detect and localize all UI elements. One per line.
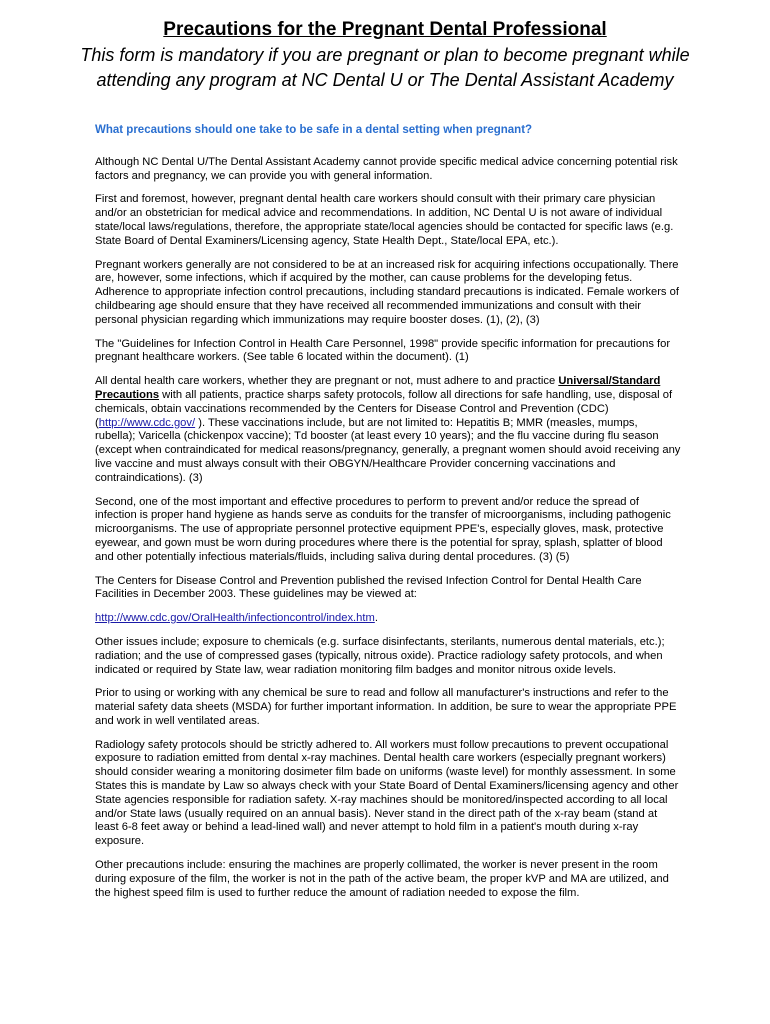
paragraph-consult-physician: First and foremost, however, pregnant dental health care workers should consult with their primary care physician and/or an obstetrician for medical advice and recommendations. In addition, NC Dental U is not aware of individual state/local laws/regulations, therefore, the appropriate state/local agencies should be contacted for specific laws (e.g. State Board of Dental Examiners/Licensing agency, State Health Dept., State/local EPA, etc.).: [95, 193, 674, 247]
p5-pre: All dental health care workers, whether they are pregnant or not, must adhere to and practice: [95, 375, 559, 388]
paragraph-other-precautions: Other precautions include: ensuring the machines are properly collimated, the worker is never present in the room during exposure of the film, the worker is not in the path of the active beam, the proper kVP and MA are utilized, and the highest speed film is used to further reduce the amount of radiation needed to expose the film.: [95, 859, 669, 899]
oral-health-link[interactable]: http://www.cdc.gov/OralHealth/infectioncontrol/index.htm: [95, 612, 375, 625]
p8-post: .: [374, 612, 378, 625]
paragraph-hand-hygiene: Second, one of the most important and effective procedures to perform to prevent and/or reduce the spread of infection is proper hand hygiene as hands serve as conduits for the transfer of microorganisms, including pathogenic microorganisms. The use of appropriate personnel protective equipment PPE's, especially gloves, mask, protective eyewear, and gown must be worn during procedures where there is the potential for spray, splash, splatter of blood and other potentially infectious materials/fluids, including saliva during dental procedures. (3) (5): [95, 495, 671, 563]
universal-standard-precautions-link[interactable]: Universal/Standard Precautions: [95, 375, 661, 401]
paragraph-other-issues: Other issues include; exposure to chemicals (e.g. surface disinfectants, sterilants, numerous dental materials, etc.); radiation; and the use of compressed gases (typically, nitrous oxide). Practice radiology safety protocols, and when indicated or required by State law, wear radiation monitoring film badges and monitor nitrous oxide levels.: [95, 635, 665, 676]
paragraph-chemicals: Prior to using or working with any chemical be sure to read and follow all manufacturer's instructions and refer to the material safety data sheets (MSDA) for further important information. In addition, be sure to wear the appropriate PPE and work in well ventilated areas.: [95, 687, 677, 727]
header: [0, 18, 770, 92]
p5-mid: with all patients, practice sharps safety protocols, follow all directions for safe handling, use, disposal of chemicals, obtain vaccinations recommended by the Centers for Disease Control and Prevention (CDC) (: [95, 388, 673, 429]
cdc-link[interactable]: http://www.cdc.gov/: [98, 416, 196, 429]
paragraph-cdc-guidelines: The Centers for Disease Control and Prevention published the revised Infection Control for Dental Health Care Facilities in December 2003. These guidelines may be viewed at:: [95, 574, 642, 601]
page-title: Precautions for the Pregnant Dental Professional: [163, 19, 607, 40]
paragraph-infection-risk: Pregnant workers generally are not considered to be at an increased risk for acquiring infections occupationally. There are, however, some infections, which if acquired by the mother, can cause problems for the developing fetus. Adherence to appropriate infection control precautions, including standard precautions is indicated. Female workers of childbearing age should ensure that they have received all recommended immunizations and consult with their personal physician regarding which immunizations may require booster doses. (1), (2), (3): [95, 258, 679, 326]
paragraph-universal-precautions: [95, 375, 681, 485]
paragraph-oral-health-link: [95, 612, 681, 626]
subtitle-line-2: attending any program at NC Dental U or The Dental Assistant Academy: [96, 70, 674, 90]
document-body: [95, 124, 681, 910]
section-question: What precautions should one take to be safe in a dental setting when pregnant?: [95, 124, 533, 136]
paragraph-guidelines: The "Guidelines for Infection Control in Health Care Personnel, 1998" provide specific information for precautions for pregnant healthcare workers. (See table 6 located within the document). (1): [95, 337, 671, 364]
p5-post: ). These vaccinations include, but are not limited to: Hepatitis B; MMR (measles, mumps, rubella); Varicella (chickenpox vaccine); Td booster (at least every 10 years); and the flu vaccine during flu season (except when contraindicated for medical reasons/pregnancy, generally, a pregnant women should avoid receiving any live vaccine and must always consult with their OBGYN/Healthcare Provider concerning vaccinations and contraindications). (3): [95, 416, 681, 484]
paragraph-radiology: Radiology safety protocols should be strictly adhered to. All workers must follow precautions to prevent occupational exposure to radiation emitted from dental x-ray machines. Dental health care workers (especially pregnant workers) should consider wearing a monitoring dosimeter film bade on uniforms (waste level) for monthly assessment. In some States this is mandate by Law so always check with your State Board of Dental Examiners/licensing agency and other State agencies responsible for radiation safety. X-ray machines should be monitored/inspected according to all local and/or State laws (usually required on an annual basis). Never stand in the direct path of the x-ray beam (stand at least 6-8 feet away or behind a lead-lined wall) and never attempt to hold film in a patient's mouth during x-ray exposure.: [95, 738, 679, 848]
subtitle-line-1: This form is mandatory if you are pregnant or plan to become pregnant while: [80, 45, 690, 65]
paragraph-intro: Although NC Dental U/The Dental Assistant Academy cannot provide specific medical advice concerning potential risk factors and pregnancy, we can provide you with general information.: [95, 155, 678, 182]
